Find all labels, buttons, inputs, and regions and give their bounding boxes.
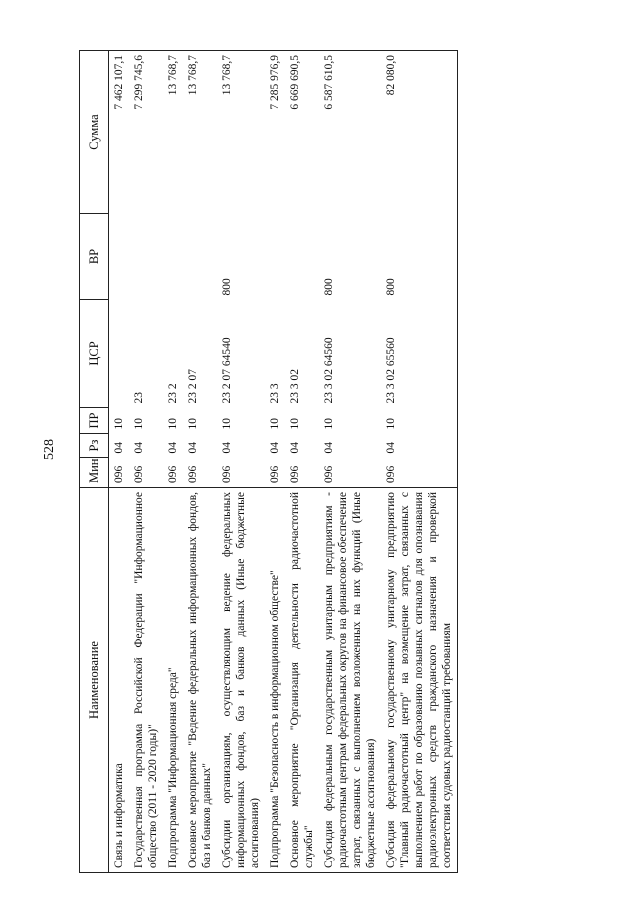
row-rz: 04 [289,442,301,454]
row-name: Подпрограмма "Безопасность в информационном обществе" [265,488,285,873]
row-csr: 23 3 02 65560 [381,300,458,408]
row-rz: 04 [167,442,179,454]
row-rz: 04 [187,442,199,454]
row-pr: 10 [323,418,335,430]
row-rz: 04 [221,442,233,454]
budget-table [79,50,458,873]
row-amount: 82 080,0 [381,51,458,214]
row-pr: 10 [381,408,458,434]
row-csr: 23 3 02 64560 [323,337,335,404]
header-vr: ВР [80,214,109,300]
row-min: 096 [129,458,163,488]
header-amount: Сумма [80,51,109,214]
row-pr: 10 [167,418,179,430]
row-name: Субсидия федеральным государственным унитарным предприятиям - радиочастотным центрам федеральных округов на финансовое обеспечение затрат, связанных с выполнением возложенных на них функций (Иные бюджетные ассигнования) [319,488,381,873]
row-vr [109,214,130,300]
row-min: 096 [285,458,319,488]
row-pr: 10 [269,418,281,430]
row-name: Государственная программа Российской Федерации "Информационное общество (2011 - 2020 годы)" [129,488,163,873]
header-rz: Рз [80,434,109,458]
row-vr: 800 [381,214,458,300]
row-min: 096 [183,458,217,488]
row-name: Основное мероприятие "Ведение федеральных информационных фондов, баз и банков данных" [183,488,217,873]
row-csr: 23 [133,392,145,404]
table-row [129,51,163,873]
row-amount: 13 768,7 [183,51,217,214]
row-min: 096 [217,458,265,488]
row-vr: 800 [221,278,233,296]
table-row [183,51,217,873]
row-name: Связь и информатика [109,488,130,873]
header-csr: ЦСР [80,300,109,408]
row-rz: 04 [269,442,281,454]
table-row [381,51,458,873]
row-amount: 7 299 745,6 [129,51,163,214]
header-min: Мин [80,458,109,488]
budget-table-container [79,51,586,873]
row-name: Подпрограмма "Информационная среда" [163,488,183,873]
table-row [319,51,381,873]
row-min: 096 [163,458,183,488]
row-amount: 13 768,7 [217,51,265,214]
row-vr [129,214,163,300]
row-csr: 23 3 02 [289,369,301,404]
row-min: 096 [109,458,130,488]
row-csr [109,300,130,408]
row-vr [285,214,319,300]
row-pr: 10 [133,418,145,430]
row-min: 096 [319,458,381,488]
table-row [163,51,183,873]
table-header-row [80,51,109,873]
table-row [217,51,265,873]
row-min: 096 [381,458,458,488]
row-pr: 10 [221,418,233,430]
row-amount: 7 462 107,1 [109,51,130,214]
row-amount: 6 669 690,5 [285,51,319,214]
row-vr [265,214,285,300]
row-rz: 04 [113,442,125,454]
row-name: Основное мероприятие "Организация деятельности радиочастотной службы" [285,488,319,873]
row-rz: 04 [323,442,335,454]
row-csr: 23 2 [167,383,179,404]
row-name: Субсидии организациям, осуществляющим ведение федеральных информационных фондов, баз и банков данных (Иные бюджетные ассигнования) [217,488,265,873]
header-pr: ПР [80,408,109,434]
table-row [285,51,319,873]
header-name: Наименование [80,488,109,873]
page-number: 528 [42,439,57,460]
row-vr [183,214,217,300]
row-rz: 04 [133,442,145,454]
table-row [265,51,285,873]
row-pr: 10 [187,418,199,430]
row-csr: 23 2 07 [187,369,199,404]
row-rz: 04 [381,434,458,458]
row-amount: 7 285 976,9 [265,51,285,214]
row-amount: 6 587 610,5 [319,51,381,214]
row-min: 096 [265,458,285,488]
table-row [109,51,130,873]
row-pr: 10 [113,418,125,430]
row-name: Субсидия федеральному государственному унитарному предприятию "Главный радиочастотный центр" на возмещение затрат, связанных с выполнением работ по образованию позывных сигналов для опознавания радиоэлектронных средств гражданского назначения и проверкой соответствия судовых радиостанций требованиям [381,488,458,873]
row-pr: 10 [289,418,301,430]
row-csr: 23 3 [269,383,281,404]
row-vr: 800 [323,278,335,296]
row-csr: 23 2 07 64540 [221,337,233,404]
row-vr [163,214,183,300]
row-amount: 13 768,7 [163,51,183,214]
